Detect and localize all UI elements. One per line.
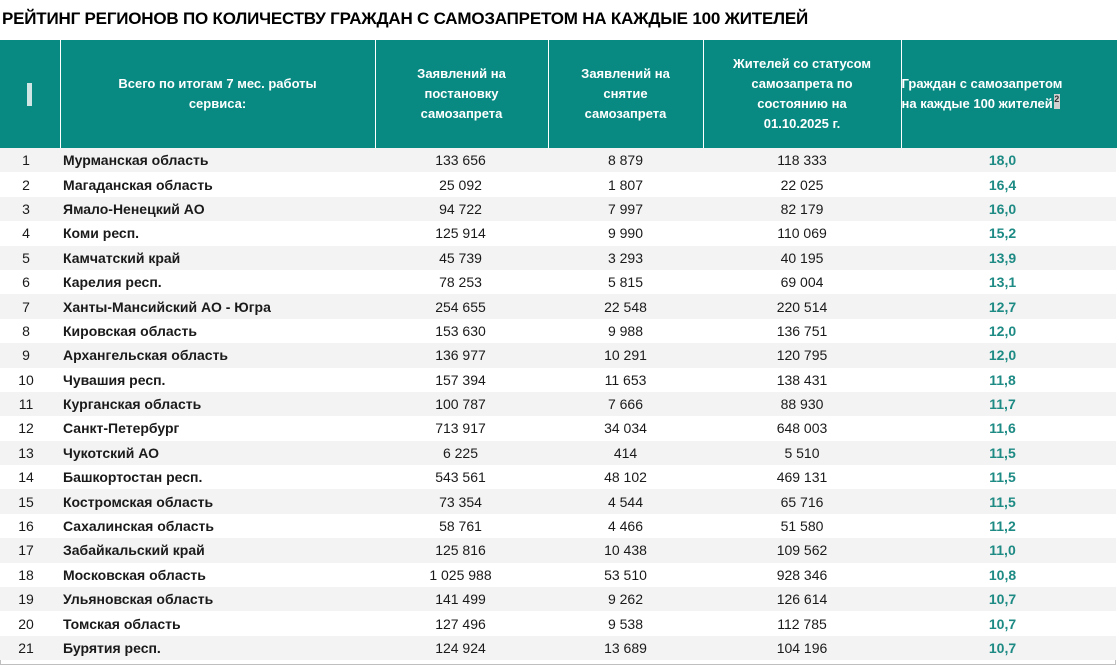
- region-cell: Московская область: [60, 563, 375, 587]
- footnote-marker: 2: [1054, 94, 1060, 109]
- remove-count-cell: 5 815: [548, 270, 703, 294]
- remove-count-cell: 4 466: [548, 514, 703, 538]
- apply-header-line2: постановку: [424, 86, 499, 101]
- rank-cell: 13: [0, 441, 60, 465]
- region-cell: Башкортостан респ.: [60, 465, 375, 489]
- rank-cell: 3: [0, 197, 60, 221]
- table-row: [0, 392, 1116, 416]
- rank-cell: 18: [0, 563, 60, 587]
- remove-count-cell: 22 548: [548, 294, 703, 318]
- table-row: [0, 489, 1116, 513]
- region-cell: Камчатский край: [60, 246, 375, 270]
- table-row: [0, 197, 1116, 221]
- per100-value-cell: 15,2: [901, 221, 1116, 245]
- region-header-text: [118, 74, 316, 114]
- remove-header-line2: снятие: [603, 86, 648, 101]
- region-cell: Чувашия респ.: [60, 368, 375, 392]
- rank-cell: 14: [0, 465, 60, 489]
- remove-count-cell: 4 544: [548, 489, 703, 513]
- apply-count-cell: 254 655: [375, 294, 548, 318]
- table-row: [0, 246, 1116, 270]
- status-count-cell: 469 131: [703, 465, 901, 489]
- rank-cell: 16: [0, 514, 60, 538]
- per100-value-cell: 11,5: [901, 465, 1116, 489]
- status-count-cell: 126 614: [703, 587, 901, 611]
- rank-cell: 2: [0, 172, 60, 196]
- region-column-header: [60, 40, 375, 148]
- page-title: РЕЙТИНГ РЕГИОНОВ ПО КОЛИЧЕСТВУ ГРАЖДАН С САМОЗАПРЕТОМ НА КАЖДЫЕ 100 ЖИТЕЛЕЙ: [2, 9, 809, 28]
- apply-count-cell: 100 787: [375, 392, 548, 416]
- table-row: [0, 270, 1116, 294]
- apply-count-cell: 45 739: [375, 246, 548, 270]
- region-cell: Костромская область: [60, 489, 375, 513]
- status-header-line1: Жителей со статусом: [732, 56, 872, 71]
- apply-count-cell: 124 924: [375, 636, 548, 660]
- rank-cell: 17: [0, 538, 60, 562]
- rank-cell: 1: [0, 148, 60, 172]
- region-cell: Забайкальский край: [60, 538, 375, 562]
- remove-count-cell: 414: [548, 441, 703, 465]
- per100-value-cell: 10,7: [901, 587, 1116, 611]
- rank-cell: 7: [0, 294, 60, 318]
- apply-count-cell: 1 025 988: [375, 563, 548, 587]
- table-body: [0, 148, 1116, 660]
- apply-count-cell: 157 394: [375, 368, 548, 392]
- apply-count-cell: 153 630: [375, 319, 548, 343]
- per100-value-cell: 12,7: [901, 294, 1116, 318]
- per100-value-cell: 11,8: [901, 368, 1116, 392]
- remove-header-line3: самозапрета: [584, 106, 667, 121]
- per100-value-cell: 16,4: [901, 172, 1116, 196]
- remove-count-cell: 9 988: [548, 319, 703, 343]
- table-row: [0, 416, 1116, 440]
- region-header-line2: сервиса:: [188, 96, 247, 111]
- table-header: [0, 40, 1116, 148]
- table-row: [0, 611, 1116, 635]
- status-count-cell: 110 069: [703, 221, 901, 245]
- rank-cell: 11: [0, 392, 60, 416]
- remove-count-cell: 9 990: [548, 221, 703, 245]
- per100-value-cell: 11,6: [901, 416, 1116, 440]
- remove-count-cell: 34 034: [548, 416, 703, 440]
- apply-count-cell: 133 656: [375, 148, 548, 172]
- region-cell: Кировская область: [60, 319, 375, 343]
- per100-value-cell: 11,0: [901, 538, 1116, 562]
- apply-count-cell: 25 092: [375, 172, 548, 196]
- rank-cell: 4: [0, 221, 60, 245]
- per100-value-cell: 12,0: [901, 319, 1116, 343]
- per100-value-cell: 10,8: [901, 563, 1116, 587]
- table-row: [0, 636, 1116, 660]
- remove-count-cell: 13 689: [548, 636, 703, 660]
- per100-value-cell: 10,7: [901, 611, 1116, 635]
- status-header-line3: состоянию на: [757, 96, 847, 111]
- per100-value-cell: 11,2: [901, 514, 1116, 538]
- apply-count-cell: 125 816: [375, 538, 548, 562]
- apply-count-cell: 6 225: [375, 441, 548, 465]
- rank-cell: 6: [0, 270, 60, 294]
- table-row: [0, 343, 1116, 367]
- remove-count-cell: 10 291: [548, 343, 703, 367]
- remove-count-cell: 53 510: [548, 563, 703, 587]
- status-count-cell: 22 025: [703, 172, 901, 196]
- per100-value-cell: 12,0: [901, 343, 1116, 367]
- status-count-cell: 65 716: [703, 489, 901, 513]
- region-header-line1: Всего по итогам 7 мес. работы: [118, 76, 317, 91]
- status-count-cell: 120 795: [703, 343, 901, 367]
- status-count-cell: 118 333: [703, 148, 901, 172]
- apply-count-cell: 125 914: [375, 221, 548, 245]
- per100-column-header: [901, 40, 1116, 148]
- header-row: [0, 40, 1116, 148]
- apply-column-header: [375, 40, 548, 148]
- table-row: [0, 294, 1116, 318]
- apply-count-cell: 141 499: [375, 587, 548, 611]
- status-count-cell: 69 004: [703, 270, 901, 294]
- remove-count-cell: 3 293: [548, 246, 703, 270]
- table-row: [0, 441, 1116, 465]
- status-count-cell: 220 514: [703, 294, 901, 318]
- remove-count-cell: 11 653: [548, 368, 703, 392]
- rank-cell: 21: [0, 636, 60, 660]
- rank-cell: 19: [0, 587, 60, 611]
- apply-count-cell: 58 761: [375, 514, 548, 538]
- per100-value-cell: 11,5: [901, 489, 1116, 513]
- apply-count-cell: 73 354: [375, 489, 548, 513]
- per100-value-cell: 11,7: [901, 392, 1116, 416]
- status-count-cell: 104 196: [703, 636, 901, 660]
- region-cell: Томская область: [60, 611, 375, 635]
- region-cell: Коми респ.: [60, 221, 375, 245]
- table-row: [0, 587, 1116, 611]
- region-cell: Бурятия респ.: [60, 636, 375, 660]
- region-cell: Магаданская область: [60, 172, 375, 196]
- remove-count-cell: 7 666: [548, 392, 703, 416]
- remove-header-line1: Заявлений на: [581, 66, 670, 81]
- rank-cell: 8: [0, 319, 60, 343]
- apply-header-line1: Заявлений на: [417, 66, 506, 81]
- apply-count-cell: 713 917: [375, 416, 548, 440]
- per100-header-line1: Граждан с самозапретом: [901, 76, 1063, 91]
- region-cell: Мурманская область: [60, 148, 375, 172]
- table-row: [0, 514, 1116, 538]
- table-row: [0, 538, 1116, 562]
- remove-count-cell: 48 102: [548, 465, 703, 489]
- region-cell: Ханты-Мансийский АО - Югра: [60, 294, 375, 318]
- apply-count-cell: 136 977: [375, 343, 548, 367]
- remove-count-cell: 1 807: [548, 172, 703, 196]
- region-cell: Сахалинская область: [60, 514, 375, 538]
- remove-count-cell: 8 879: [548, 148, 703, 172]
- remove-count-cell: 7 997: [548, 197, 703, 221]
- apply-count-cell: 543 561: [375, 465, 548, 489]
- region-cell: Курганская область: [60, 392, 375, 416]
- region-cell: Ульяновская область: [60, 587, 375, 611]
- rating-table: [0, 40, 1117, 660]
- per100-value-cell: 18,0: [901, 148, 1116, 172]
- rank-cell: 9: [0, 343, 60, 367]
- status-count-cell: 82 179: [703, 197, 901, 221]
- region-cell: Чукотский АО: [60, 441, 375, 465]
- table-row: [0, 221, 1116, 245]
- region-cell: Архангельская область: [60, 343, 375, 367]
- status-count-cell: 88 930: [703, 392, 901, 416]
- remove-count-cell: 9 262: [548, 587, 703, 611]
- rank-column-header: [0, 40, 60, 148]
- status-count-cell: 109 562: [703, 538, 901, 562]
- apply-count-cell: 78 253: [375, 270, 548, 294]
- per100-value-cell: 13,9: [901, 246, 1116, 270]
- status-count-cell: 51 580: [703, 514, 901, 538]
- status-header-line4: 01.10.2025 г.: [763, 116, 841, 131]
- status-count-cell: 5 510: [703, 441, 901, 465]
- rank-marker-icon: [27, 83, 32, 106]
- region-cell: Санкт-Петербург: [60, 416, 375, 440]
- status-count-cell: 648 003: [703, 416, 901, 440]
- apply-count-cell: 127 496: [375, 611, 548, 635]
- rank-cell: 10: [0, 368, 60, 392]
- per100-value-cell: 10,7: [901, 636, 1116, 660]
- table-row: [0, 148, 1116, 172]
- region-cell: Ямало-Ненецкий АО: [60, 197, 375, 221]
- remove-count-cell: 9 538: [548, 611, 703, 635]
- apply-header-line3: самозапрета: [420, 106, 503, 121]
- status-count-cell: 40 195: [703, 246, 901, 270]
- table-row: [0, 319, 1116, 343]
- table-row: [0, 368, 1116, 392]
- status-count-cell: 136 751: [703, 319, 901, 343]
- remove-column-header: [548, 40, 703, 148]
- status-count-cell: 928 346: [703, 563, 901, 587]
- rank-cell: 5: [0, 246, 60, 270]
- per100-header-line2: на каждые 100 жителей: [901, 96, 1053, 111]
- per100-value-cell: 13,1: [901, 270, 1116, 294]
- table-row: [0, 563, 1116, 587]
- per100-value-cell: 11,5: [901, 441, 1116, 465]
- table-row: [0, 172, 1116, 196]
- status-column-header: [703, 40, 901, 148]
- rank-cell: 15: [0, 489, 60, 513]
- per100-value-cell: 16,0: [901, 197, 1116, 221]
- table-row: [0, 465, 1116, 489]
- rank-cell: 12: [0, 416, 60, 440]
- region-cell: Карелия респ.: [60, 270, 375, 294]
- status-count-cell: 112 785: [703, 611, 901, 635]
- rank-cell: 20: [0, 611, 60, 635]
- remove-count-cell: 10 438: [548, 538, 703, 562]
- apply-count-cell: 94 722: [375, 197, 548, 221]
- status-count-cell: 138 431: [703, 368, 901, 392]
- status-header-line2: самозапрета по: [751, 76, 853, 91]
